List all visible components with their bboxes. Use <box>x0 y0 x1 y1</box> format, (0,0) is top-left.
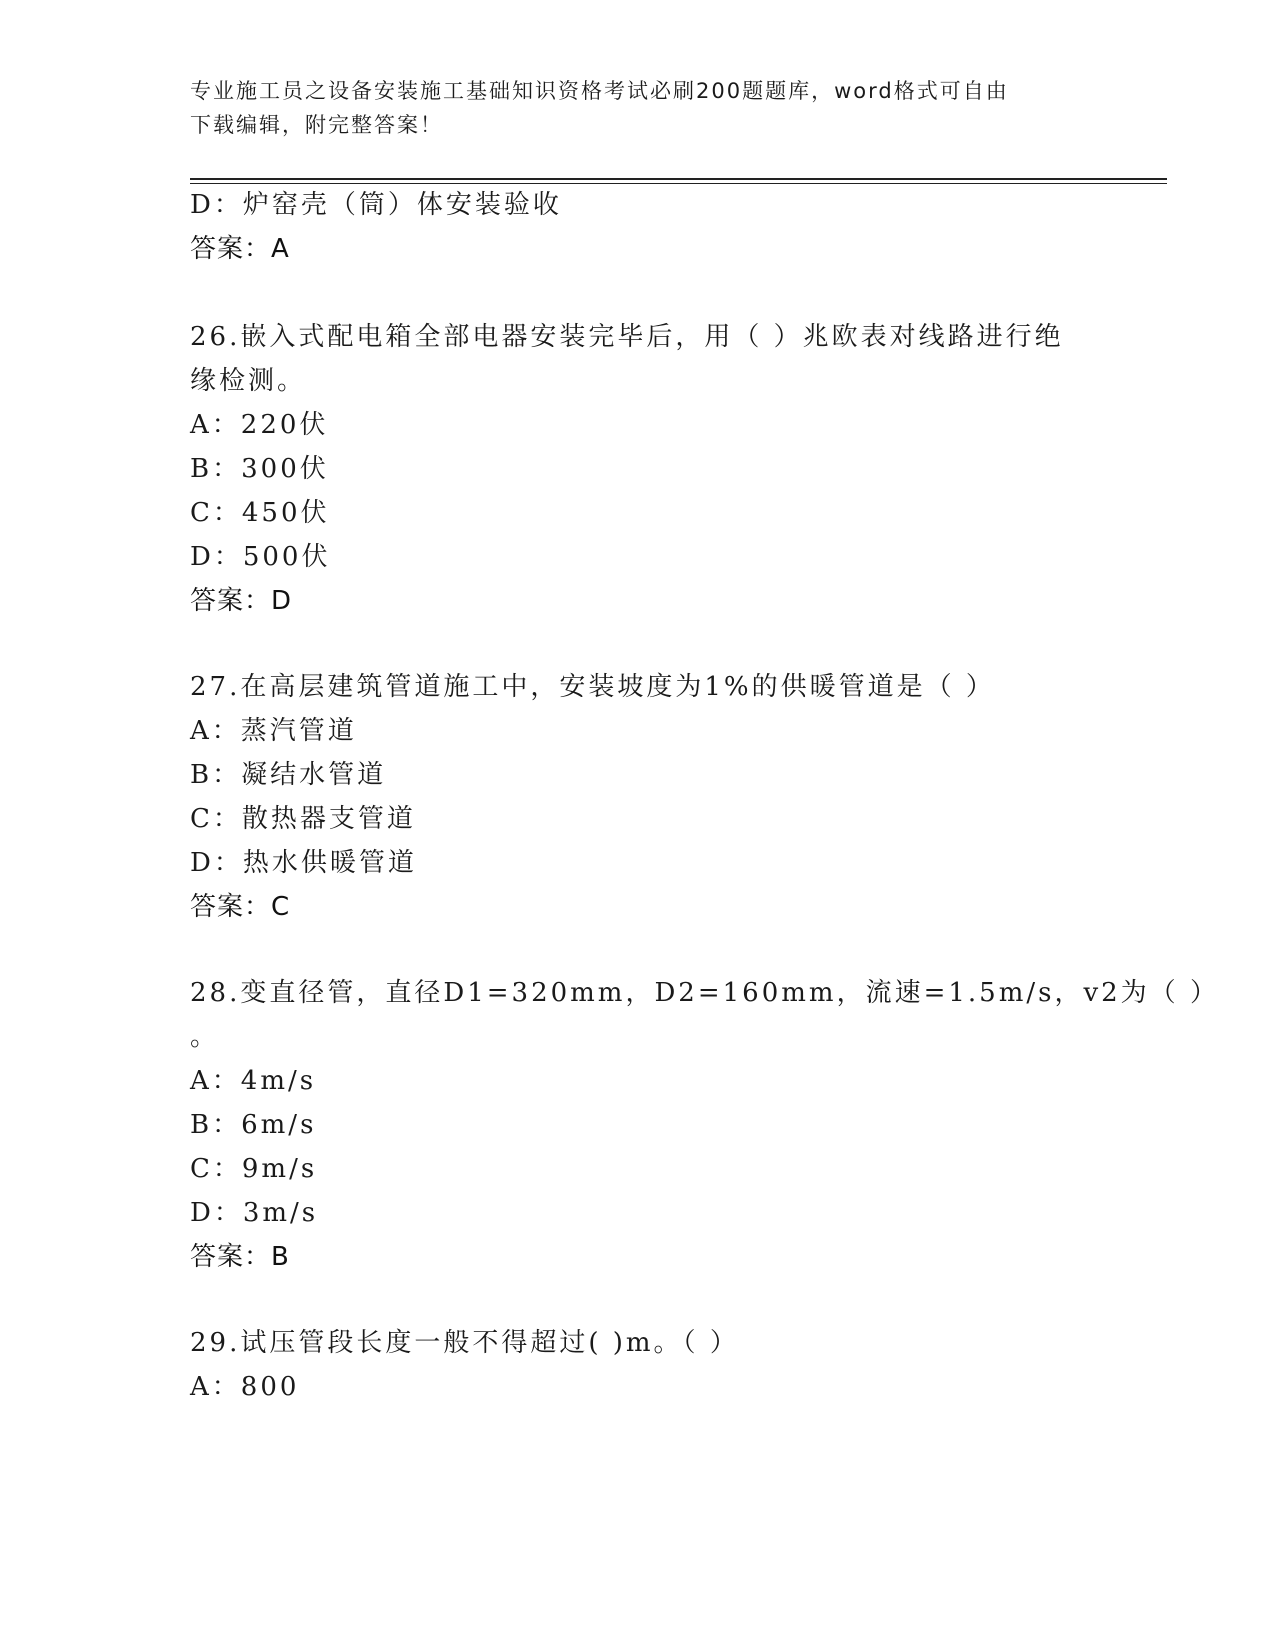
header-divider-thin <box>190 183 1167 184</box>
q27-option-a: A：蒸汽管道 <box>190 716 357 746</box>
q26-stem-line-2: 缘检测。 <box>190 366 307 396</box>
q26-answer: 答案：D <box>190 586 293 616</box>
q26-option-d: D：500伏 <box>190 542 331 572</box>
q26-option-b: B：300伏 <box>190 454 329 484</box>
header-line-2: 下载编辑，附完整答案！ <box>190 113 443 137</box>
q27-option-c: C：散热器支管道 <box>190 804 416 834</box>
prev-answer: 答案：A <box>190 234 290 264</box>
prev-option-d: D：炉窑壳（筒）体安装验收 <box>190 190 562 220</box>
q28-option-d: D：3m/s <box>190 1198 319 1228</box>
q27-stem-line-1: 27.在高层建筑管道施工中，安装坡度为1%的供暖管道是（ ） <box>190 672 995 702</box>
q28-option-c: C：9m/s <box>190 1154 318 1184</box>
header-line-1: 专业施工员之设备安装施工基础知识资格考试必刷200题题库，word格式可自由 <box>190 79 1009 103</box>
q26-option-a: A：220伏 <box>190 410 329 440</box>
header-divider-thick <box>190 178 1167 180</box>
q27-option-d: D：热水供暖管道 <box>190 848 417 878</box>
q29-stem-line-1: 29.试压管段长度一般不得超过( )m。（ ） <box>190 1328 739 1358</box>
q28-stem-line-2: 。 <box>190 1022 220 1052</box>
q28-stem-line-1: 28.变直径管，直径D1=320mm，D2=160mm，流速=1.5m/s，v2为（ ） <box>190 978 1219 1008</box>
q27-answer: 答案：C <box>190 892 291 922</box>
q26-stem-line-1: 26.嵌入式配电箱全部电器安装完毕后，用（ ）兆欧表对线路进行绝 <box>190 322 1064 352</box>
q27-option-b: B：凝结水管道 <box>190 760 387 790</box>
q28-option-b: B：6m/s <box>190 1110 317 1140</box>
q29-option-a: A：800 <box>190 1372 300 1402</box>
document-header <box>190 74 1070 142</box>
q28-answer: 答案：B <box>190 1242 290 1272</box>
q26-option-c: C：450伏 <box>190 498 330 528</box>
q28-option-a: A：4m/s <box>190 1066 317 1096</box>
